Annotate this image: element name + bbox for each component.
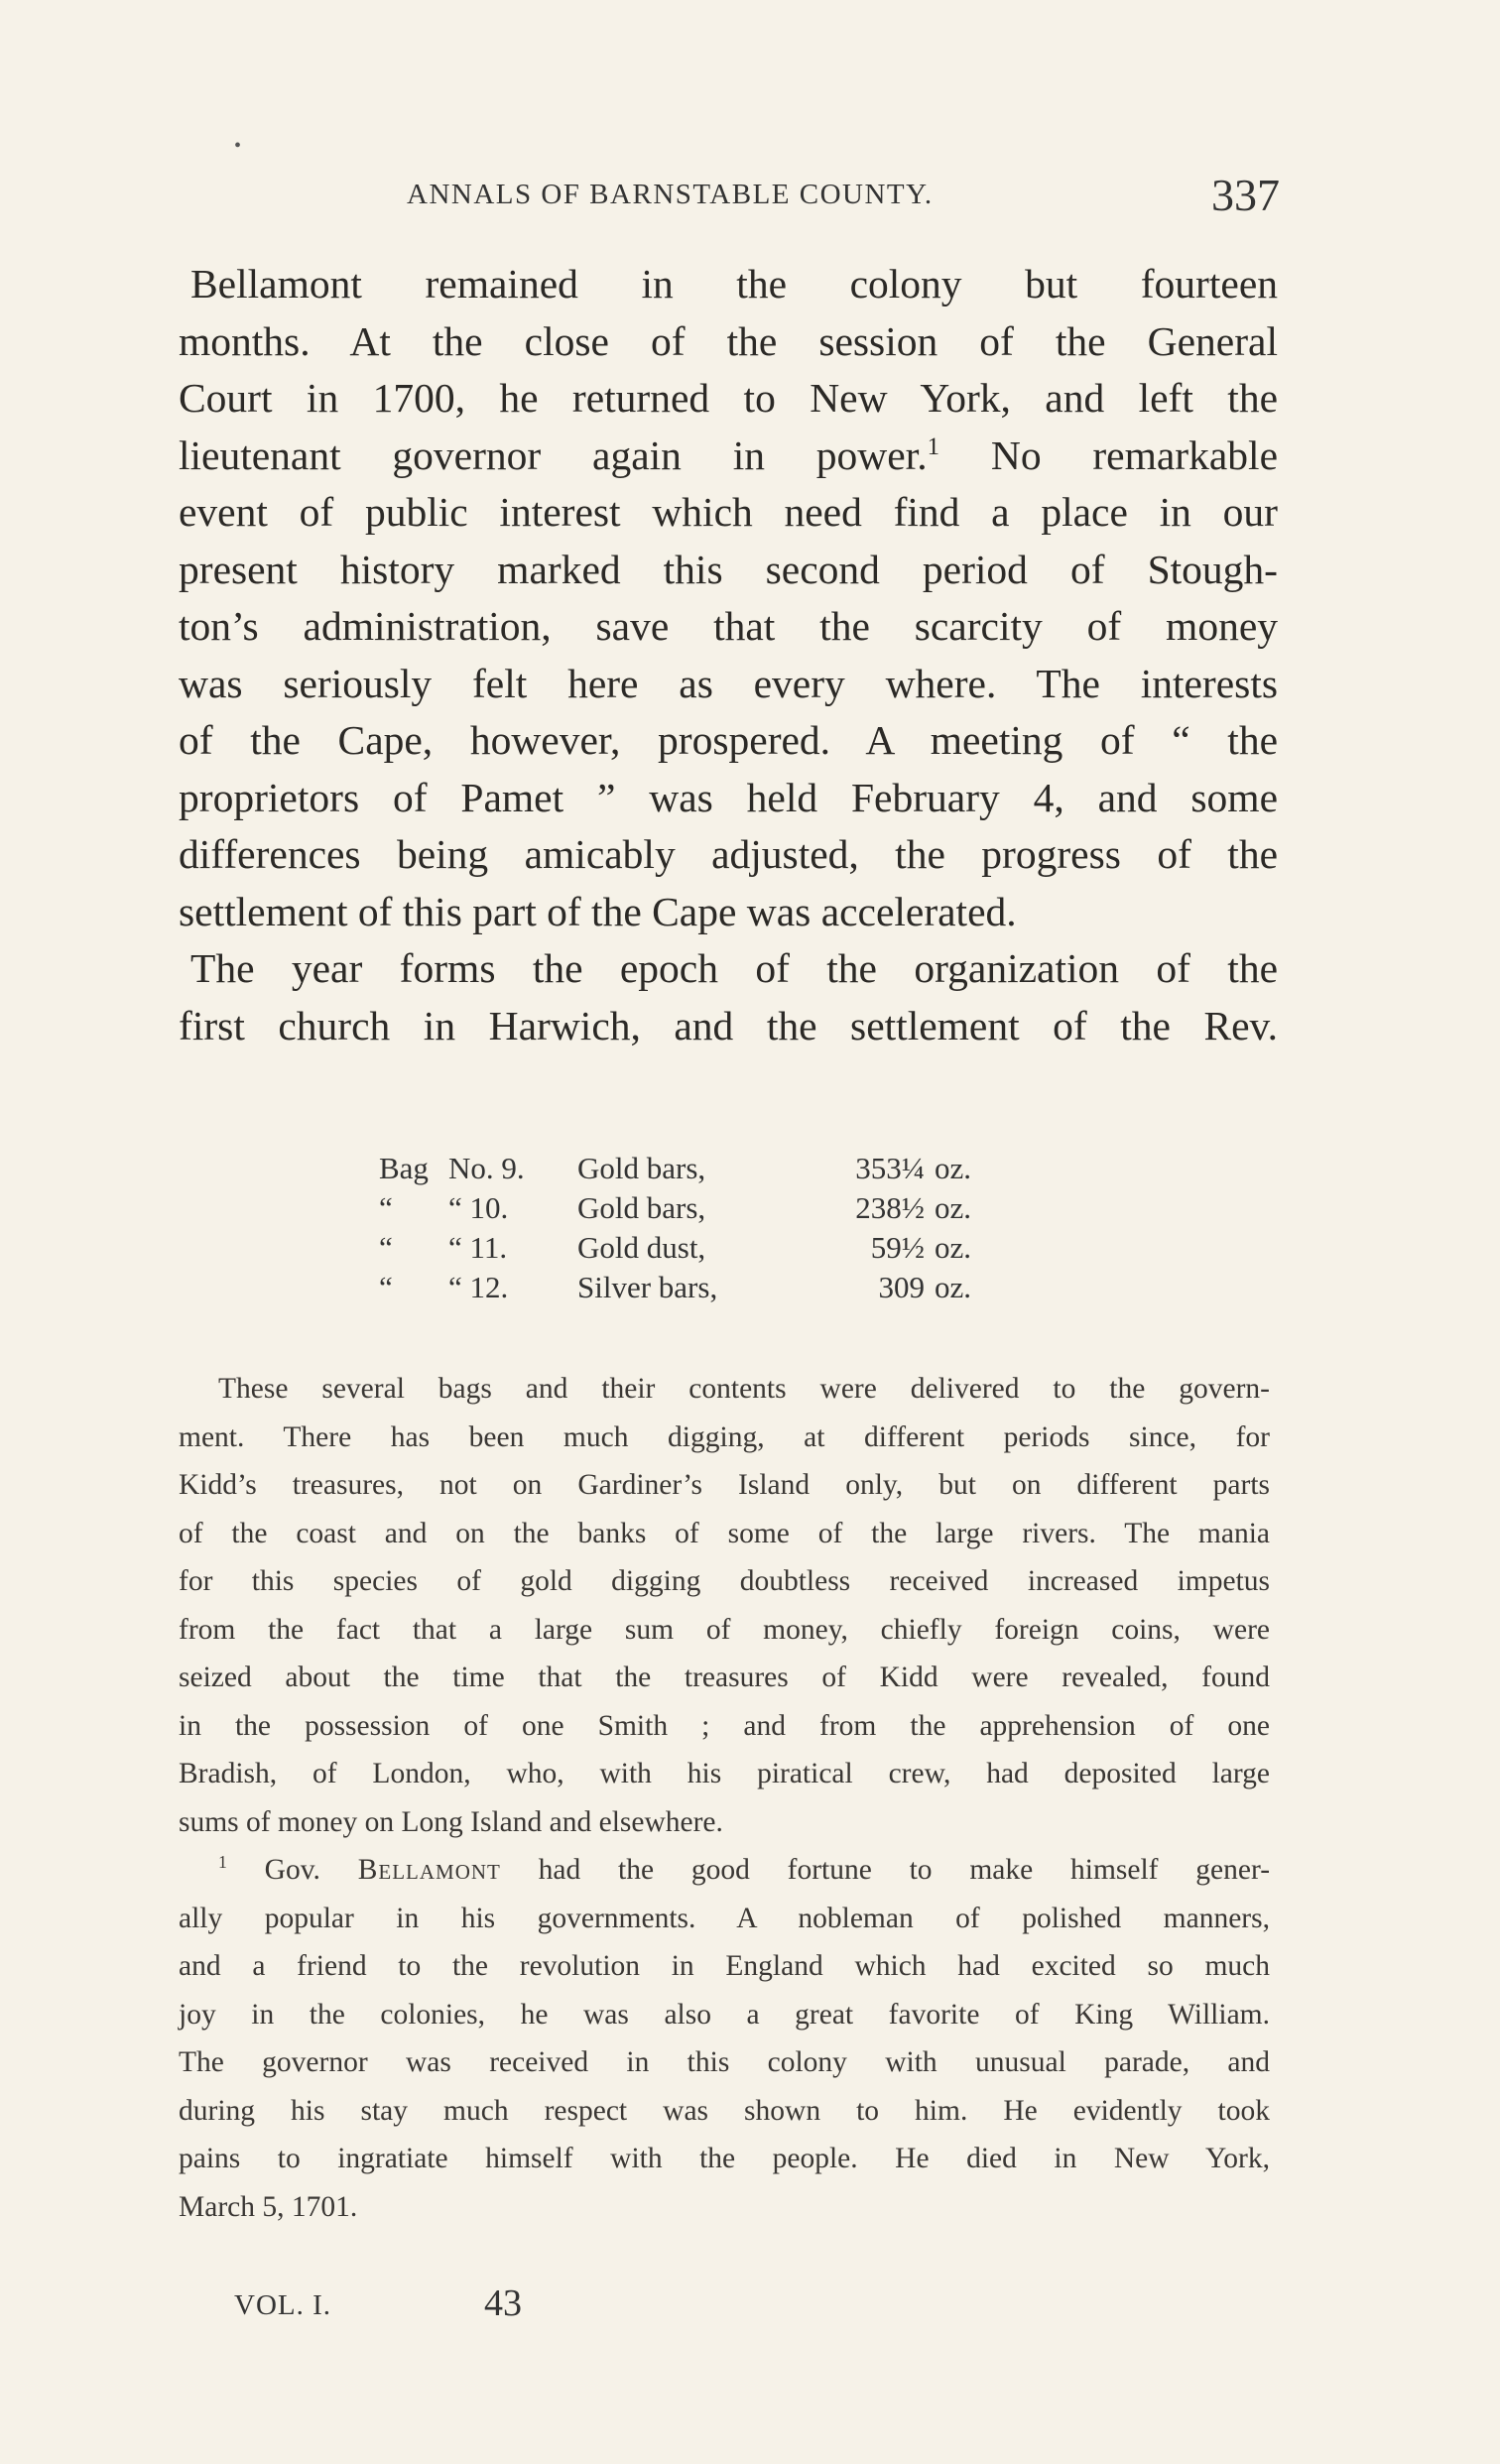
table-cell: Gold bars, (577, 1151, 706, 1185)
table-cell: Gold bars, (577, 1190, 706, 1225)
table-cell: 309 (878, 1270, 925, 1304)
text-line: Court in 1700, he returned to New York, and left the (179, 375, 1278, 421)
signature-number: 43 (484, 2282, 522, 2324)
table-cell: “ 11. (448, 1230, 508, 1265)
footnote-gov: Gov. (264, 1854, 320, 1886)
footnote-first-line (179, 1846, 1270, 1895)
page-mark: • (234, 135, 242, 157)
text-line-fragment: lieutenant governor again in power. (179, 431, 928, 478)
note-line: in the possession of one Smith ; and from the apprehension of one (179, 1709, 1270, 1742)
table-cell: 59½ (870, 1230, 925, 1265)
footnote-line: pains to ingratiate himself with the people. He died in New York, (179, 2143, 1270, 2174)
note-line: ment. There has been much digging, at different periods since, for (179, 1420, 1270, 1453)
text-line: first church in Harwich, and the settlement of the Rev. (179, 1002, 1278, 1048)
note-line: sums of money on Long Island and elsewhere. (179, 1805, 723, 1838)
table-cell: “ 12. (448, 1270, 509, 1304)
footnote-line: The governor was received in this colony with unusual parade, and (179, 2046, 1270, 2078)
table-cell: No. 9. (448, 1151, 525, 1185)
text-line: proprietors of Pamet ” was held February 4, and some (179, 774, 1278, 820)
table-row (379, 1268, 994, 1307)
table-cell: Silver bars, (577, 1270, 718, 1304)
note-line: Bradish, of London, who, with his piratical crew, had deposited large (179, 1758, 1270, 1789)
table-cell: oz. (935, 1270, 972, 1304)
text-line: ton’s administration, save that the scarcity of money (179, 603, 1278, 649)
footnote-line: ally popular in his governments. A nobleman of polished manners, (179, 1902, 1270, 1934)
table-cell: oz. (935, 1230, 972, 1265)
footnote-line: and a friend to the revolution in England which had excited so much (179, 1950, 1270, 1982)
running-head-title: ANNALS OF BARNSTABLE COUNTY. (407, 179, 934, 210)
page-number: 337 (1211, 170, 1280, 220)
text-line: settlement of this part of the Cape was accelerated. (179, 888, 1017, 934)
note-line: seized about the time that the treasures of Kidd were revealed, found (179, 1662, 1270, 1693)
text-line: months. At the close of the session of the General (179, 317, 1278, 364)
text-line: differences being amicably adjusted, the progress of the (179, 831, 1278, 877)
table-cell: Gold dust, (577, 1230, 706, 1265)
footnote-line: during his stay much respect was shown to him. He evidently took (179, 2094, 1270, 2127)
footnote-reference: 1 (927, 432, 940, 460)
text-line: present history marked this second period of Stough- (179, 546, 1278, 592)
table-cell: oz. (935, 1151, 972, 1185)
note-line: from the fact that a large sum of money, chiefly foreign coins, were (179, 1613, 1270, 1646)
note-line: for this species of gold digging doubtless received increased impetus (179, 1565, 1270, 1597)
table-cell: “ 10. (448, 1190, 509, 1225)
footnote-marker: 1 (218, 1852, 227, 1873)
table-cell: 238½ (855, 1190, 925, 1225)
text-line: The year forms the epoch of the organization of the (190, 945, 1278, 991)
table-row (379, 1149, 994, 1188)
bag-list-table (379, 1149, 994, 1307)
footnote-line: March 5, 1701. (179, 2190, 358, 2223)
footnote-name: Bellamont (357, 1854, 501, 1886)
text-line: event of public interest which need find a place in our (179, 489, 1278, 535)
note-line: These several bags and their contents were delivered to the govern- (218, 1373, 1270, 1405)
note-line: Kidd’s treasures, not on Gardiner’s Island only, but on different parts (179, 1469, 1270, 1501)
table-cell: “ (379, 1190, 393, 1225)
footnote-line: joy in the colonies, he was also a great favorite of King William. (179, 1998, 1270, 2031)
text-line: was seriously felt here as every where. The interests (179, 660, 1278, 706)
main-text (179, 256, 1278, 1054)
text-line: of the Cape, however, prospered. A meeting of “ the (179, 717, 1278, 763)
signature-mark (234, 2281, 631, 2331)
text-line: Bellamont remained in the colony but fourteen (190, 261, 1278, 307)
volume-label: VOL. I. (234, 2289, 332, 2321)
table-cell: “ (379, 1230, 393, 1265)
text-line-with-footnote (179, 428, 1278, 485)
table-cell: oz. (935, 1190, 972, 1225)
table-cell: “ (379, 1270, 393, 1304)
note-line: of the coast and on the banks of some of the large rivers. The mania (179, 1517, 1270, 1549)
notes-section (179, 1365, 1270, 2231)
table-cell: Bag (379, 1151, 429, 1185)
table-row (379, 1188, 994, 1228)
table-row (379, 1228, 994, 1268)
footnote-first-tail: had the good fortune to make himself gener- (538, 1854, 1271, 1886)
text-line-fragment: No remarkable (939, 431, 1278, 478)
running-head (179, 169, 1280, 228)
table-cell: 353¼ (855, 1151, 925, 1185)
